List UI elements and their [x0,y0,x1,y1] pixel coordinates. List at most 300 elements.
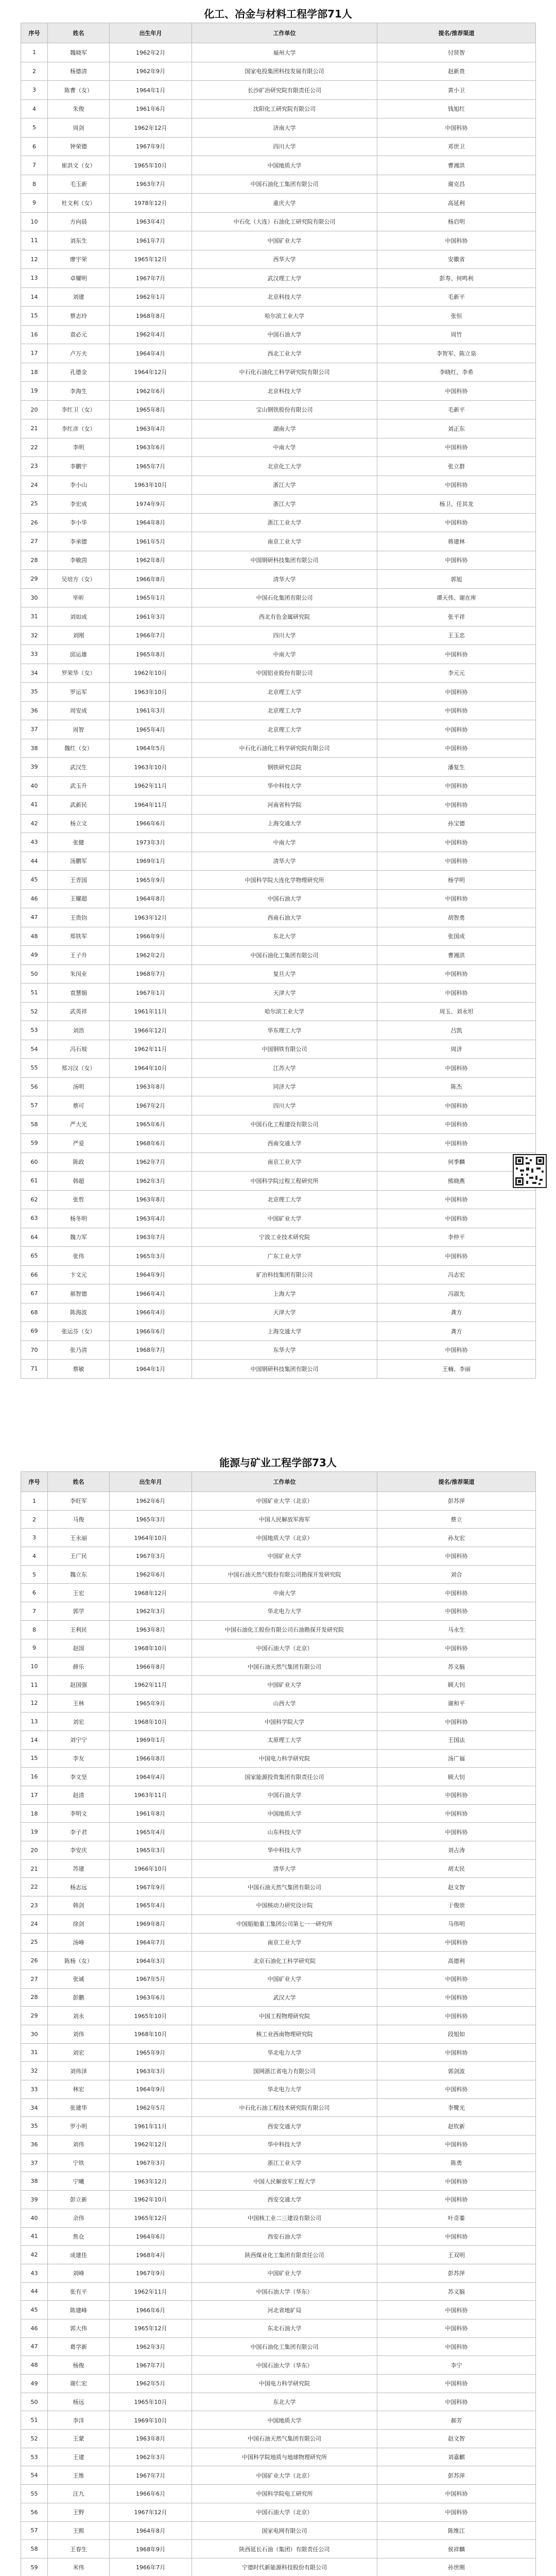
cell-no: 5 [21,1565,48,1584]
table-row [21,1284,536,1303]
cell-channel: 周竹 [377,325,536,344]
cell-channel: 中国科协 [377,1933,536,1952]
cell-channel: 郝芳 [377,2411,536,2430]
table-row [21,1096,536,1115]
cell-organization: 山东科技大学 [192,1823,377,1841]
cell-channel: 冯志宏 [377,1265,536,1284]
cell-no: 27 [21,532,48,551]
cell-no: 46 [21,2319,48,2337]
cell-channel: 顾大钊 [377,1768,536,1786]
cell-channel: 王双明 [377,2246,536,2264]
cell-birth: 1963年10月 [110,476,192,495]
cell-channel: 苏义脑 [377,2282,536,2301]
cell-name: 刘浩 [48,1021,110,1040]
table-row [21,852,536,871]
cell-name: 刘伟 [48,2025,110,2043]
table-row [21,2430,536,2448]
cell-birth: 1962年11月 [110,1040,192,1059]
cell-no: 43 [21,833,48,852]
cell-no: 56 [21,2503,48,2521]
table-row [21,2154,536,2172]
cell-no: 25 [21,495,48,514]
cell-birth: 1965年4月 [110,1823,192,1841]
cell-birth: 1965年1月 [110,588,192,607]
cell-name: 韩超 [48,1172,110,1191]
cell-name: 马俊 [48,1510,110,1529]
cell-name: 陈杨（女） [48,1952,110,1970]
table-row [21,1970,536,1988]
cell-channel: 李宁 [377,2356,536,2375]
cell-no: 15 [21,307,48,326]
cell-name: 张伟 [48,1247,110,1266]
table-row [21,1786,536,1805]
cell-name: 王春生 [48,2540,110,2558]
table-row [21,1988,536,2007]
cell-name: 刘宏 [48,2043,110,2062]
cell-no: 59 [21,2558,48,2576]
cell-birth: 1965年12月 [110,250,192,269]
cell-organization: 东北大学 [192,927,377,946]
table-row [21,2264,536,2282]
cell-name: 余伟 [48,2209,110,2227]
cell-name: 谢仁宏 [48,2375,110,2393]
cell-channel: 中国科协 [377,2080,536,2099]
cell-organization: 中南大学 [192,645,377,664]
cell-birth: 1967年7月 [110,2466,192,2485]
cell-birth: 1962年1月 [110,287,192,307]
cell-organization: 宝山钢铁股份有限公司 [192,400,377,419]
cell-name: 李安庆 [48,1841,110,1860]
cell-name: 吴培方（女） [48,570,110,589]
cell-channel: 李鹭光 [377,2098,536,2117]
cell-channel: 周济 [377,1040,536,1059]
cell-no: 40 [21,776,48,795]
table-row [21,588,536,607]
table-row [21,2227,536,2246]
cell-no: 17 [21,1786,48,1805]
section-title: 能源与矿业工程学部73人 [219,1456,337,1469]
cell-birth: 1964年3月 [110,1952,192,1970]
cell-channel: 顾大钊 [377,1675,536,1694]
cell-organization: 武汉理工大学 [192,269,377,288]
cell-channel: 刘合 [377,1565,536,1584]
table-row [21,2540,536,2558]
cell-organization: 中国石油天然气股份有限公司勘探开发研究院 [192,1565,377,1584]
cell-no: 3 [21,81,48,100]
cell-organization: 华东理工大学 [192,1021,377,1040]
cell-organization: 复旦大学 [192,964,377,984]
cell-birth: 1968年7月 [110,964,192,984]
cell-organization: 中国铝业股份有限公司 [192,664,377,683]
cell-no: 15 [21,1749,48,1768]
table-header-row [21,23,536,43]
cell-birth: 1967年9月 [110,2264,192,2282]
cell-channel: 中国科协 [377,2301,536,2319]
cell-birth: 1962年10月 [110,2191,192,2209]
cell-no: 41 [21,2227,48,2246]
cell-channel: 于俊崇 [377,1896,536,1915]
cell-organization: 中国科学院大学 [192,1713,377,1731]
cell-no: 67 [21,1284,48,1303]
cell-channel: 侯祥麟 [377,2540,536,2558]
cell-name: 李友 [48,1749,110,1768]
cell-name: 刘如成 [48,607,110,626]
cell-organization: 中国科学院地质与地球物理研究所 [192,2448,377,2466]
cell-organization: 中国石油天然气集团有限公司 [192,1657,377,1676]
cell-channel: 中国科协 [377,852,536,871]
cell-birth: 1965年10月 [110,2007,192,2025]
cell-birth: 1965年8月 [110,645,192,664]
cell-channel: 邓世卫 [377,137,536,156]
table-row [21,683,536,702]
cell-no: 13 [21,1713,48,1731]
cell-organization: 同济大学 [192,1077,377,1096]
cell-no: 42 [21,2246,48,2264]
cell-birth: 1962年10月 [110,664,192,683]
cell-no: 26 [21,513,48,532]
cell-birth: 1968年4月 [110,2246,192,2264]
cell-name: 方向晨 [48,212,110,231]
cell-organization: 国家电网有限公司 [192,2521,377,2540]
cell-channel: 张平祥 [377,607,536,626]
cell-channel: 中国科协 [377,118,536,138]
table-row [21,664,536,683]
cell-organization: 西安石油大学 [192,2227,377,2246]
table-row [21,175,536,194]
cell-organization: 中国电力科学研究院 [192,1749,377,1768]
cell-channel: 安徽省 [377,250,536,269]
cell-name: 魏立东 [48,1565,110,1584]
cell-channel: 中国科协 [377,1115,536,1134]
cell-channel: 中国科协 [377,2375,536,2393]
cell-channel: 中国科协 [377,551,536,570]
table-row [21,363,536,382]
table-row [21,1675,536,1694]
cell-organization: 浙江大学 [192,476,377,495]
cell-no: 53 [21,2448,48,2466]
cell-no: 26 [21,1952,48,1970]
cell-name: 王维 [48,2466,110,2485]
cell-no: 6 [21,137,48,156]
cell-organization: 华中科技大学 [192,1841,377,1860]
table-row [21,2319,536,2337]
table-row [21,2375,536,2393]
cell-channel: 龚方 [377,1303,536,1322]
cell-channel: 中国科协 [377,2043,536,2062]
cell-channel: 中国科协 [377,438,536,457]
cell-birth: 1964年11月 [110,795,192,815]
table-row [21,1059,536,1078]
cell-no: 24 [21,476,48,495]
cell-channel: 刘占涛 [377,1841,536,1860]
cell-birth: 1964年9月 [110,1265,192,1284]
table-row [21,2466,536,2485]
cell-channel: 中国科协 [377,964,536,984]
cell-name: 李洋 [48,2411,110,2430]
cell-no: 62 [21,1190,48,1209]
table-row [21,1021,536,1040]
cell-name: 徐剑 [48,1914,110,1933]
cell-channel: 龚方 [377,1322,536,1341]
table-row [21,2393,536,2411]
cell-name: 李子君 [48,1823,110,1841]
cell-name: 武汉生 [48,758,110,777]
cell-birth: 1962年3月 [110,2448,192,2466]
cell-organization: 中南大学 [192,1584,377,1602]
cell-channel: 张立群 [377,457,536,476]
cell-birth: 1962年3月 [110,1172,192,1191]
cell-no: 39 [21,758,48,777]
cell-channel: 吕凯 [377,1021,536,1040]
cell-birth: 1965年3月 [110,1841,192,1860]
cell-organization: 中国石油大学 [192,1786,377,1805]
cell-organization: 钢铁研究总院 [192,758,377,777]
table-row [21,833,536,852]
cell-name: 郑铁军 [48,927,110,946]
cell-name: 李海生 [48,382,110,401]
cell-organization: 浙江大学 [192,495,377,514]
table-row [21,1841,536,1860]
cell-name: 罗运军 [48,683,110,702]
cell-name: 李小山 [48,476,110,495]
cell-organization: 山西大学 [192,1694,377,1713]
cell-birth: 1963年4月 [110,1209,192,1228]
cell-channel: 毛新平 [377,400,536,419]
cell-no: 29 [21,2007,48,2025]
cell-channel: 中国科协 [377,1096,536,1115]
cell-birth: 1966年4月 [110,1303,192,1322]
table-row [21,1602,536,1621]
table-row [21,2282,536,2301]
cell-name: 陈曹（女） [48,81,110,100]
cell-name: 张哲 [48,1190,110,1209]
cell-birth: 1961年5月 [110,532,192,551]
qr-code [513,1154,547,1188]
table-row [21,344,536,363]
cell-name: 杨远 [48,2393,110,2411]
table-row [21,400,536,419]
cell-channel: 中国科协 [377,1602,536,1621]
table-row [21,1749,536,1768]
cell-name: 赵国强 [48,1675,110,1694]
cell-channel: 赵新贵 [377,62,536,81]
table-row [21,1859,536,1878]
cell-birth: 1963年10月 [110,758,192,777]
cell-no: 56 [21,1077,48,1096]
cell-name: 彭立新 [48,2191,110,2209]
cell-birth: 1974年9月 [110,495,192,514]
cell-birth: 1968年7月 [110,1341,192,1360]
cell-channel: 郭旭 [377,570,536,589]
cell-no: 66 [21,1265,48,1284]
cell-name: 杨志远 [48,1878,110,1896]
section-title: 化工、冶金与材料工程学部71人 [204,8,352,20]
cell-no: 7 [21,156,48,175]
cell-name: 廖宇荣 [48,250,110,269]
cell-birth: 1962年11月 [110,776,192,795]
cell-birth: 1964年9月 [110,2080,192,2099]
cell-name: 汤峰 [48,1933,110,1952]
cell-organization: 北京化工大学 [192,457,377,476]
cell-no: 43 [21,2264,48,2282]
cell-no: 55 [21,2485,48,2503]
table-row [21,626,536,645]
cell-name: 米伟 [48,2558,110,2576]
cell-organization: 广东工业大学 [192,1247,377,1266]
cell-birth: 1968年10月 [110,1639,192,1657]
cell-channel: 谭天伟、谢在库 [377,588,536,607]
cell-organization: 中国地质大学 [192,2411,377,2430]
cell-channel: 李贺军、陈立泉 [377,344,536,363]
cell-name: 蔡可 [48,1096,110,1115]
section-energy-mining [21,1454,535,2576]
cell-birth: 1963年8月 [110,1190,192,1209]
table-row [21,2301,536,2319]
cell-channel: 杨启明 [377,212,536,231]
cell-organization: 西南交通大学 [192,1134,377,1153]
cell-organization: 河北省地矿局 [192,2301,377,2319]
cell-birth: 1969年1月 [110,1731,192,1749]
cell-birth: 1961年11月 [110,2117,192,2136]
table-row [21,701,536,720]
cell-no: 42 [21,814,48,833]
cell-birth: 1964年1月 [110,1360,192,1379]
header-organization: 工作单位 [192,1472,377,1492]
cell-channel: 王玉忠 [377,626,536,645]
cell-name: 王利民 [48,1620,110,1639]
table-row [21,871,536,890]
cell-organization: 陕西延长石油（集团）有限责任公司 [192,2540,377,2558]
cell-organization: 浙江工业大学 [192,513,377,532]
table-row [21,2503,536,2521]
cell-organization: 中国石油化工股份有限公司石油勘探开发研究院 [192,1620,377,1639]
cell-no: 12 [21,1694,48,1713]
cell-birth: 1966年7月 [110,2558,192,2576]
cell-name: 刘宏 [48,1713,110,1731]
table-row [21,1768,536,1786]
table-row [21,814,536,833]
table-row [21,1228,536,1247]
cell-no: 60 [21,1153,48,1172]
cell-organization: 西北有色金属研究院 [192,607,377,626]
cell-name: 王贵钧 [48,908,110,927]
cell-no: 57 [21,2521,48,2540]
cell-birth: 1964年7月 [110,1933,192,1952]
cell-channel: 黄小卫 [377,81,536,100]
table-row [21,2062,536,2080]
cell-channel: 毛新平 [377,287,536,307]
cell-channel: 中国科协 [377,1713,536,1731]
cell-birth: 1964年8月 [110,2521,192,2540]
table-row [21,2025,536,2043]
table-row [21,1322,536,1341]
cell-no: 47 [21,908,48,927]
cell-organization: 浙江工业大学 [192,2154,377,2172]
cell-birth: 1966年12月 [110,1021,192,1040]
table-row [21,438,536,457]
cell-organization: 中国石油化工集团有限公司 [192,175,377,194]
table-row [21,1134,536,1153]
table-row [21,1657,536,1676]
cell-no: 21 [21,419,48,438]
cell-name: 汤鹏军 [48,852,110,871]
cell-no: 21 [21,1859,48,1878]
table-row [21,1002,536,1021]
cell-name: 周安成 [48,701,110,720]
cell-no: 54 [21,1040,48,1059]
cell-organization: 四川大学 [192,626,377,645]
cell-no: 3 [21,1529,48,1547]
cell-channel: 何季麟 [377,1153,536,1172]
cell-no: 32 [21,2062,48,2080]
cell-no: 65 [21,1247,48,1266]
cell-channel: 李仲平 [377,1228,536,1247]
cell-birth: 1967年3月 [110,2154,192,2172]
header-birth: 出生年月 [110,23,192,43]
cell-organization: 中国科学院电工研究所 [192,2485,377,2503]
cell-channel: 刘嘉麒 [377,2448,536,2466]
cell-name: 赵清 [48,1786,110,1805]
table-row [21,1565,536,1584]
cell-birth: 1963年6月 [110,1988,192,2007]
cell-birth: 1965年9月 [110,871,192,890]
cell-birth: 1967年1月 [110,984,192,1003]
table-row [21,325,536,344]
cell-organization: 中国矿业大学（北京） [192,1492,377,1511]
cell-name: 刘峰 [48,2264,110,2282]
table-row [21,2521,536,2540]
cell-birth: 1966年6月 [110,2485,192,2503]
cell-no: 31 [21,607,48,626]
cell-channel: 蒋建林 [377,532,536,551]
cell-birth: 1964年12月 [110,363,192,382]
table-row [21,2485,536,2503]
cell-channel: 中国科协 [377,2337,536,2356]
cell-name: 陈政 [48,1153,110,1172]
cell-no: 54 [21,2466,48,2485]
cell-no: 40 [21,2209,48,2227]
table-row [21,1804,536,1823]
cell-name: 李文坚 [48,1768,110,1786]
table-row [21,513,536,532]
cell-name: 武玉升 [48,776,110,795]
cell-name: 汤明 [48,1077,110,1096]
cell-no: 17 [21,344,48,363]
cell-organization: 中国矿业大学 [192,1675,377,1694]
table-row [21,250,536,269]
cell-no: 1 [21,43,48,62]
cell-name: 朱闵业 [48,964,110,984]
cell-channel: 段旭如 [377,2025,536,2043]
cell-no: 51 [21,984,48,1003]
table-row [21,2172,536,2191]
cell-birth: 1967年5月 [110,1970,192,1988]
cell-organization: 中国科学院大连化学物理研究所 [192,871,377,890]
cell-birth: 1965年4月 [110,1896,192,1915]
cell-no: 51 [21,2411,48,2430]
cell-name: 邱运雄 [48,645,110,664]
cell-birth: 1964年8月 [110,513,192,532]
cell-no: 6 [21,1584,48,1602]
cell-birth: 1966年6月 [110,2301,192,2319]
header-birth: 出生年月 [110,1472,192,1492]
cell-channel: 潘复生 [377,758,536,777]
cell-channel: 中国科协 [377,1209,536,1228]
cell-channel: 中国科协 [377,1059,536,1078]
cell-no: 10 [21,212,48,231]
cell-channel: 中国科协 [377,1547,536,1566]
table-row [21,927,536,946]
